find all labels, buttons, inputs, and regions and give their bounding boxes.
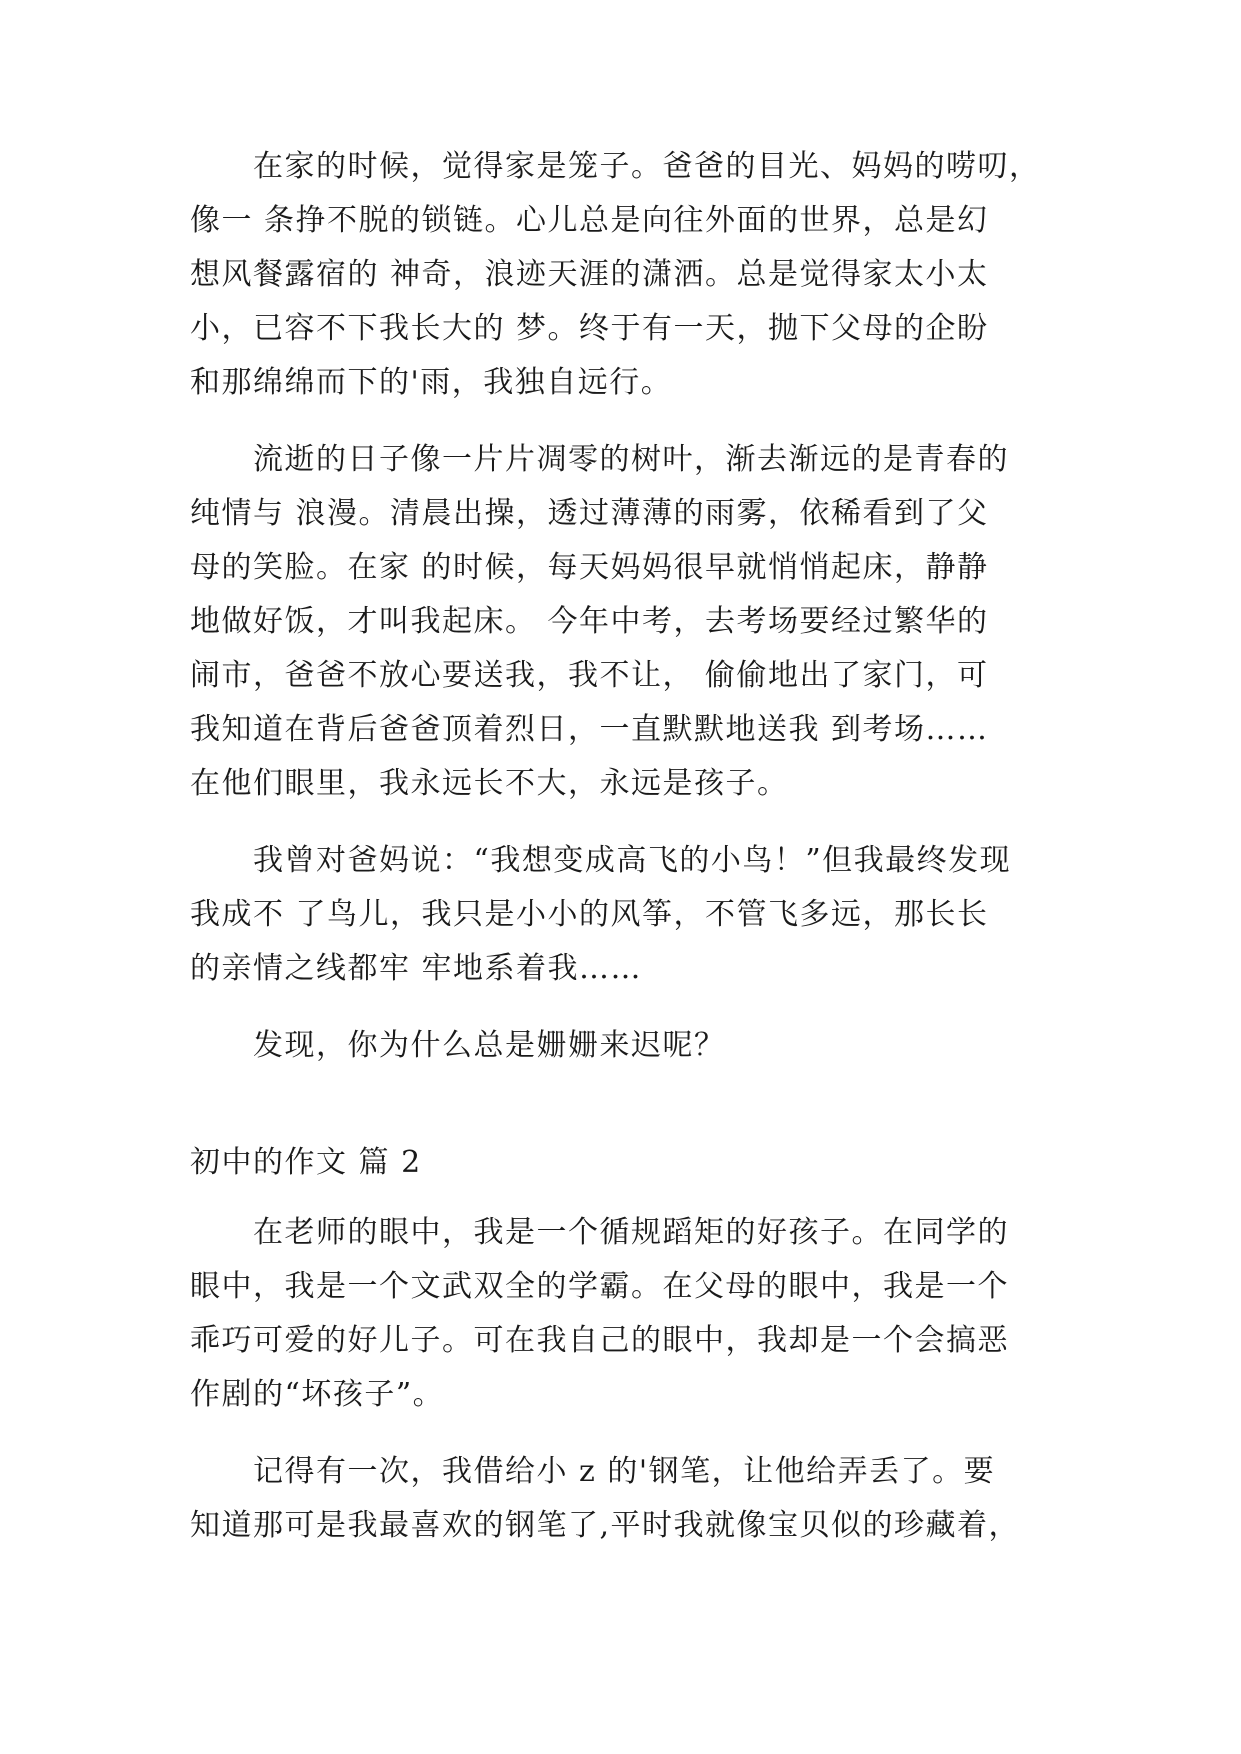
text-line: 在他们眼里，我永远长不大，永远是孩子。 [190,766,789,801]
text-line: 母的笑脸。在家 的时候，每天妈妈很早就悄悄起床，静静 [190,550,989,585]
text-line: 我知道在背后爸爸顶着烈日，一直默默地送我 到考场…… [190,712,989,747]
section-heading: 初中的作文 篇 2 [190,1145,422,1180]
text-line: 眼中，我是一个文武双全的学霸。在父母的眼中，我是一个 [190,1269,1009,1304]
text-line: 地做好饭，才叫我起床。 今年中考，去考场要经过繁华的 [190,604,989,639]
text-line: 我曾对爸妈说：“我想变成高飞的小鸟！”但我最终发现 [190,843,1012,878]
text-line: 在家的时候，觉得家是笼子。爸爸的目光、妈妈的唠叨， [190,149,1041,184]
text-line: 闹市，爸爸不放心要送我，我不让， 偷偷地出了家门，可 [190,658,989,693]
text-line: 流逝的日子像一片片凋零的树叶，渐去渐远的是青春的 [190,442,1009,477]
text-line: 小，已容不下我长大的 梦。终于有一天，抛下父母的企盼 [190,311,989,346]
text-line: 在老师的眼中，我是一个循规蹈矩的好孩子。在同学的 [190,1215,1009,1250]
text-line: 像一 条挣不脱的锁链。心儿总是向往外面的世界，总是幻 [190,203,989,238]
text-line: 乖巧可爱的好儿子。可在我自己的眼中，我却是一个会搞恶 [190,1323,1009,1358]
text-line: 想风餐露宿的 神奇，浪迹天涯的潇洒。总是觉得家太小太 [190,257,989,292]
text-line: 我成不 了鸟儿，我只是小小的风筝，不管飞多远，那长长 [190,897,989,932]
text-line: 作剧的“坏孩子”。 [190,1377,445,1412]
text-line: 知道那可是我最喜欢的钢笔了,平时我就像宝贝似的珍藏着， [190,1508,1021,1543]
text-line: 和那绵绵而下的'雨，我独自远行。 [190,365,673,400]
text-line: 记得有一次，我借给小 z 的'钢笔，让他给弄丢了。要 [190,1454,996,1489]
text-line: 发现，你为什么总是姗姗来迟呢？ [190,1028,726,1063]
text-line: 纯情与 浪漫。清晨出操，透过薄薄的雨雾，依稀看到了父 [190,496,989,531]
text-line: 的亲情之线都牢 牢地系着我…… [190,951,643,986]
